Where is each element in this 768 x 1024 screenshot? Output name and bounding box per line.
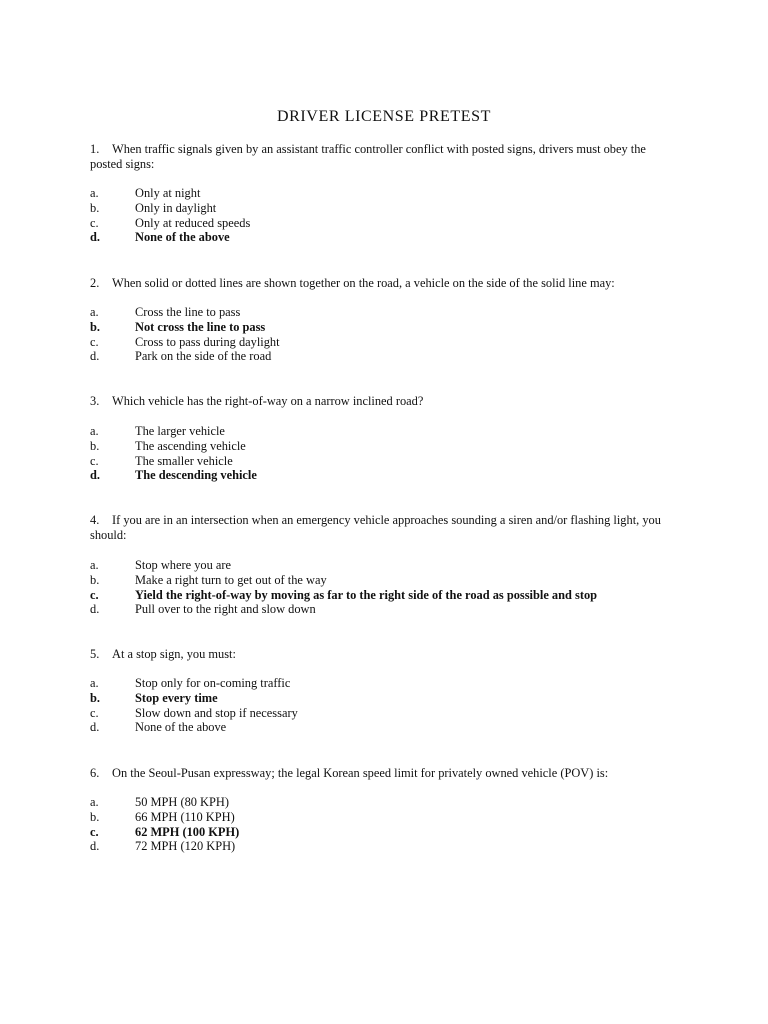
answer-option [90, 349, 690, 364]
answer-option [90, 602, 690, 617]
answer-option [90, 676, 690, 691]
answer-text: 66 MPH (110 KPH) [135, 809, 235, 824]
question-4 [90, 513, 670, 543]
answer-letter: b. [90, 319, 100, 334]
answer-letter: c. [90, 824, 99, 839]
answer-option [90, 216, 690, 231]
answer-text: Yield the right-of-way by moving as far to the right side of the road as possible and stop [135, 587, 598, 602]
question-3 [90, 394, 670, 409]
answer-text: Stop every time [135, 690, 218, 705]
answer-letter: c. [90, 215, 99, 230]
answer-text: 62 MPH (100 KPH) [135, 824, 240, 839]
answer-letter: c. [90, 587, 99, 602]
answer-text: Only in daylight [135, 200, 217, 215]
answer-option [90, 439, 690, 454]
answer-option [90, 335, 690, 350]
answer-letter: a. [90, 424, 99, 438]
question-text: When traffic signals given by an assistant traffic controller conflict with posted signs, drivers must obey the posted signs: [90, 142, 646, 171]
answer-text: None of the above [135, 230, 230, 245]
answer-text: Park on the side of the road [135, 349, 272, 364]
answer-letter: d. [90, 230, 100, 245]
answer-text: The descending vehicle [135, 468, 257, 483]
answer-list-5 [90, 676, 690, 735]
answer-list-3 [90, 424, 690, 483]
answer-letter: c. [90, 705, 99, 720]
question-text: At a stop sign, you must: [112, 647, 236, 661]
answer-text: Pull over to the right and slow down [135, 602, 316, 617]
answer-text: The larger vehicle [135, 424, 225, 438]
question-6 [90, 766, 690, 781]
answer-letter: a. [90, 795, 99, 809]
answer-option [90, 305, 690, 320]
question-text: Which vehicle has the right-of-way on a narrow inclined road? [112, 394, 424, 408]
answer-option [90, 720, 690, 735]
question-text: When solid or dotted lines are shown together on the road, a vehicle on the side of the solid line may: [112, 276, 615, 290]
answer-letter: a. [90, 676, 99, 690]
question-text: If you are in an intersection when an emergency vehicle approaches sounding a siren and/or flashing light, you should: [90, 513, 661, 542]
answer-text: Not cross the line to pass [135, 319, 266, 334]
answer-text: 72 MPH (120 KPH) [135, 839, 236, 854]
answer-text: Only at reduced speeds [135, 215, 251, 230]
answer-text: Only at night [135, 186, 201, 200]
answer-list-6 [90, 795, 690, 854]
answer-option [90, 795, 690, 810]
answer-option [90, 454, 690, 469]
question-1 [90, 142, 670, 172]
page-title: DRIVER LICENSE PRETEST [276, 108, 492, 125]
answer-letter: b. [90, 572, 100, 587]
answer-text: Slow down and stop if necessary [135, 705, 298, 720]
answer-option [90, 810, 690, 825]
question-number: 2. [90, 276, 100, 290]
answer-letter: c. [90, 453, 99, 468]
answer-option-correct [90, 588, 690, 603]
answer-text: None of the above [135, 720, 227, 735]
answer-text: Cross the line to pass [135, 305, 241, 319]
answer-list-4 [90, 558, 690, 617]
answer-text: Cross to pass during daylight [135, 334, 280, 349]
answer-letter: b. [90, 809, 100, 824]
answer-option [90, 201, 690, 216]
question-2 [90, 276, 670, 291]
answer-text: Make a right turn to get out of the way [135, 572, 327, 587]
answer-letter: a. [90, 558, 99, 572]
answer-letter: d. [90, 468, 100, 483]
question-5 [90, 647, 670, 662]
answer-letter: b. [90, 438, 100, 453]
answer-letter: c. [90, 334, 99, 349]
answer-option-correct [90, 691, 690, 706]
answer-option-correct [90, 468, 690, 483]
question-number: 5. [90, 647, 100, 661]
question-text: On the Seoul-Pusan expressway; the legal Korean speed limit for privately owned vehicle (POV) is: [112, 766, 609, 780]
answer-list-1 [90, 186, 690, 245]
answer-letter: d. [90, 839, 100, 854]
answer-option [90, 558, 690, 573]
answer-text: The smaller vehicle [135, 453, 233, 468]
answer-option [90, 706, 690, 721]
answer-text: Stop where you are [135, 558, 231, 572]
answer-text: 50 MPH (80 KPH) [135, 795, 229, 809]
answer-letter: d. [90, 349, 100, 364]
answer-letter: b. [90, 200, 100, 215]
answer-text: Stop only for on-coming traffic [135, 676, 291, 690]
answer-letter: d. [90, 720, 100, 735]
answer-option [90, 424, 690, 439]
question-number: 4. [90, 513, 100, 527]
question-number: 6. [90, 766, 100, 780]
answer-option-correct [90, 825, 690, 840]
answer-option-correct [90, 230, 690, 245]
answer-option [90, 186, 690, 201]
answer-text: The ascending vehicle [135, 438, 246, 453]
question-number: 3. [90, 394, 100, 408]
answer-list-2 [90, 305, 690, 364]
answer-letter: b. [90, 690, 100, 705]
answer-option [90, 839, 690, 854]
answer-letter: a. [90, 186, 99, 200]
answer-option [90, 573, 690, 588]
answer-letter: a. [90, 305, 99, 319]
answer-letter: d. [90, 602, 100, 617]
question-number: 1. [90, 142, 100, 156]
answer-option-correct [90, 320, 690, 335]
